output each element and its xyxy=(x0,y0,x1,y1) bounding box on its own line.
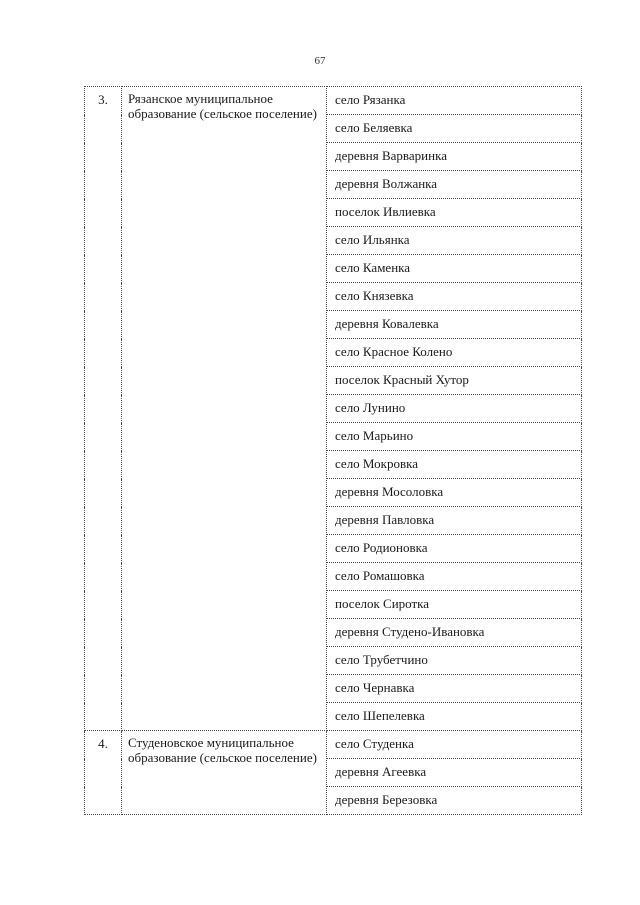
settlement-name: деревня Студено-Ивановка xyxy=(335,624,485,640)
settlement-name: село Лунино xyxy=(335,400,406,416)
settlement-cell xyxy=(327,311,582,339)
settlements-table xyxy=(84,86,582,815)
settlement-name: село Красное Колено xyxy=(335,344,453,360)
settlements-table-body xyxy=(85,87,582,815)
settlement-cell xyxy=(327,507,582,535)
settlement-name: деревня Мосоловка xyxy=(335,484,444,500)
settlement-name: село Чернавка xyxy=(335,680,415,696)
settlement-name: село Рязанка xyxy=(335,92,406,108)
settlement-cell xyxy=(327,87,582,115)
settlement-cell xyxy=(327,171,582,199)
settlement-cell xyxy=(327,115,582,143)
settlement-cell xyxy=(327,703,582,731)
settlement-name: село Ильянка xyxy=(335,232,410,248)
settlement-cell xyxy=(327,563,582,591)
settlement-name: поселок Красный Хутор xyxy=(335,372,469,388)
settlement-name: поселок Сиротка xyxy=(335,596,430,612)
settlement-cell xyxy=(327,451,582,479)
settlement-name: деревня Ковалевка xyxy=(335,316,439,332)
settlement-cell xyxy=(327,255,582,283)
settlement-cell xyxy=(327,675,582,703)
settlement-name: деревня Березовка xyxy=(335,792,438,808)
settlement-name: деревня Варваринка xyxy=(335,148,447,164)
settlement-cell xyxy=(327,283,582,311)
settlement-cell xyxy=(327,367,582,395)
table-row xyxy=(85,87,582,115)
municipality-name: Рязанское муниципальное образование (сельское поселение) xyxy=(122,87,327,731)
group-number: 4. xyxy=(85,731,122,815)
settlement-cell xyxy=(327,647,582,675)
settlement-cell xyxy=(327,199,582,227)
settlement-cell xyxy=(327,143,582,171)
settlement-name: село Родионовка xyxy=(335,540,428,556)
settlement-cell xyxy=(327,759,582,787)
municipality-name: Студеновское муниципальное образование (сельское поселение) xyxy=(122,731,327,815)
settlement-cell xyxy=(327,619,582,647)
settlement-name: село Каменка xyxy=(335,260,411,276)
settlement-name: деревня Волжанка xyxy=(335,176,438,192)
settlement-name: село Беляевка xyxy=(335,120,413,136)
settlement-cell xyxy=(327,535,582,563)
settlement-cell xyxy=(327,339,582,367)
table-row xyxy=(85,731,582,759)
page-number: 67 xyxy=(314,55,326,67)
settlement-name: село Студенка xyxy=(335,736,414,752)
settlement-name: деревня Агеевка xyxy=(335,764,427,780)
settlement-name: село Шепелевка xyxy=(335,708,425,724)
settlement-name: село Ромашовка xyxy=(335,568,425,584)
group-number: 3. xyxy=(85,87,122,731)
settlement-name: село Марьино xyxy=(335,428,414,444)
settlement-name: поселок Ивлиевка xyxy=(335,204,436,220)
settlement-name: село Мокровка xyxy=(335,456,419,472)
settlement-cell xyxy=(327,423,582,451)
settlement-cell xyxy=(327,591,582,619)
settlement-cell xyxy=(327,787,582,815)
settlement-cell xyxy=(327,395,582,423)
settlement-cell xyxy=(327,227,582,255)
settlement-cell xyxy=(327,479,582,507)
settlement-name: село Князевка xyxy=(335,288,414,304)
settlement-cell xyxy=(327,731,582,759)
settlement-name: деревня Павловка xyxy=(335,512,435,528)
settlement-name: село Трубетчино xyxy=(335,652,428,668)
